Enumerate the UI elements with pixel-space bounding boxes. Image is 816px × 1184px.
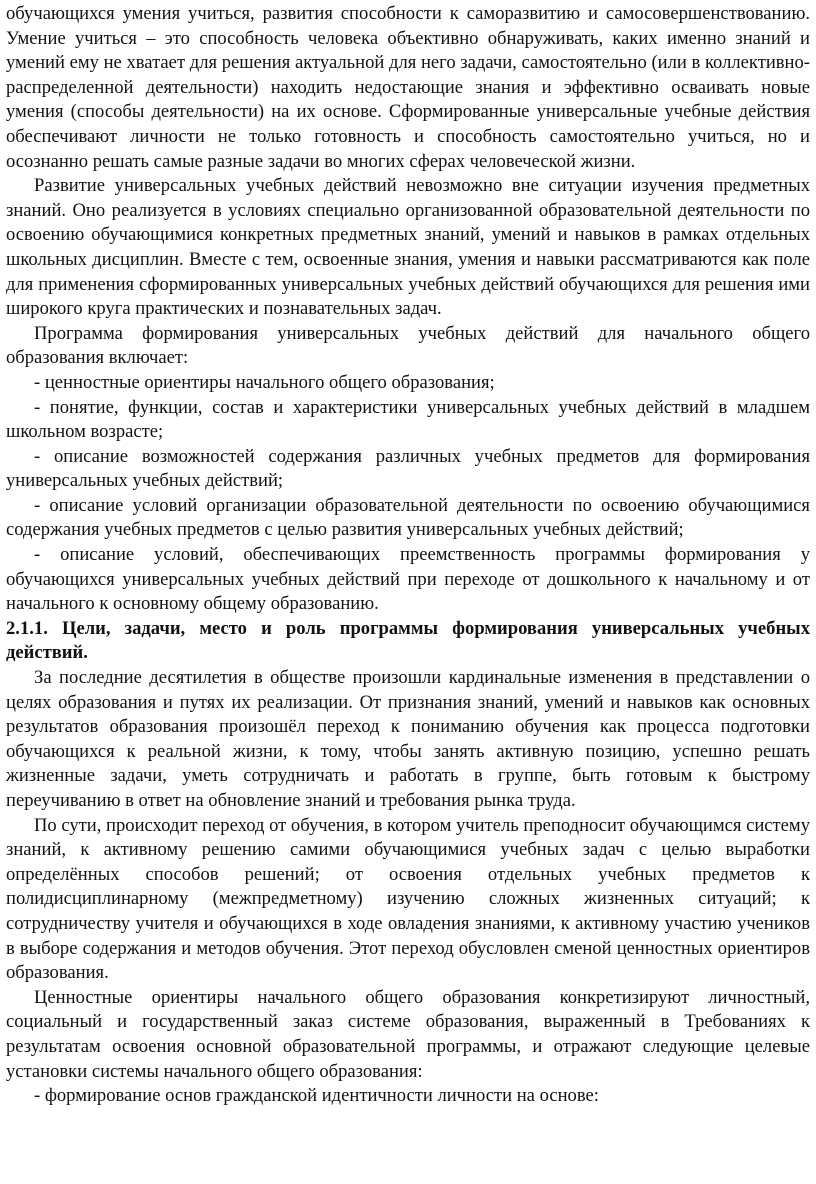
list-item-subject-possibilities: - описание возможностей содержания различных учебных предметов для формирования универсальных учебных действий; xyxy=(6,445,810,492)
list-item-concept-functions: - понятие, функции, состав и характеристики универсальных учебных действий в младшем школьном возрасте; xyxy=(6,396,810,443)
list-item-continuity-conditions: - описание условий, обеспечивающих преемственность программы формирования у обучающихся универсальных учебных действий при переходе от дошкольного к начальному и от начального к основному общему образованию. xyxy=(6,544,810,615)
paragraph-value-orientations: Ценностные ориентиры начального общего образования конкретизируют личностный, социальный и государственный заказ системе образования, выраженный в Требованиях к результатам освоения основной образовательной программы, и отражают следующие целевые установки системы начального общего образования: xyxy=(6,986,810,1082)
paragraph-recent-decades: За последние десятилетия в обществе произошли кардинальные изменения в представлении о целях образования и путях их реализации. От признания знаний, умений и навыков как основных результатов образования произошёл переход к пониманию обучения как процесса подготовки обучающихся к реальной жизни, к тому, чтобы занять активную позицию, успешно решать жизненные задачи, уметь сотрудничать и работать в группе, быть готовым к быстрому переучиванию в ответ на обновление знаний и требования рынка труда. xyxy=(6,667,810,811)
list-item-civic-identity: - формирование основ гражданской идентичности личности на основе: xyxy=(34,1085,599,1107)
paragraph-uud-development: Развитие универсальных учебных действий невозможно вне ситуации изучения предметных знаний. Оно реализуется в условиях специально организованной образовательной деятельности по освоению обучающимися конкретных предметных знаний, умений и навыков в рамках отдельных школьных дисциплин. Вместе с тем, освоенные знания, умения и навыки рассматриваются как поле для применения сформированных универсальных учебных действий обучающихся для решения ими широкого круга практических и познавательных задач. xyxy=(6,175,810,320)
section-heading: 2.1.1. Цели, задачи, место и роль программы формирования универсальных учебных действий. xyxy=(6,617,810,664)
paragraph-continuation: обучающихся умения учиться, развития способности к саморазвитию и самосовершенствованию. Умение учиться – это способность человека объективно обнаруживать, каких именно знаний и умений ему не хватает для решения актуальной для него задачи, самостоятельно (или в коллективно-распределенной деятельности) находить недостающие знания и эффективно осваивать новые умения (способы деятельности) на их основе. Сформированные универсальные учебные действия обеспечивают личности не только готовность и способность самостоятельно учиться, но и осознанно решать самые разные задачи во многих сферах человеческой жизни. xyxy=(6,3,810,172)
paragraph-program-includes: Программа формирования универсальных учебных действий для начального общего образования включает: xyxy=(6,322,810,369)
list-item-value-orientations: - ценностные ориентиры начального общего образования; xyxy=(34,371,495,393)
list-item-organization-conditions: - описание условий организации образовательной деятельности по освоению обучающимися содержания учебных предметов с целью развития универсальных учебных действий; xyxy=(6,494,810,541)
paragraph-transition: По сути, происходит переход от обучения, в котором учитель преподносит обучающимся систему знаний, к активному решению самими обучающимися учебных задач с целью выработки определённых способов решений; от освоения отдельных учебных предметов к полидисциплинарному (межпредметному) изучению сложных жизненных ситуаций; к сотрудничеству учителя и обучающихся в ходе овладения знаниями, к активному участию учеников в выборе содержания и методов обучения. Этот переход обусловлен сменой ценностных ориентиров образования. xyxy=(6,814,810,984)
